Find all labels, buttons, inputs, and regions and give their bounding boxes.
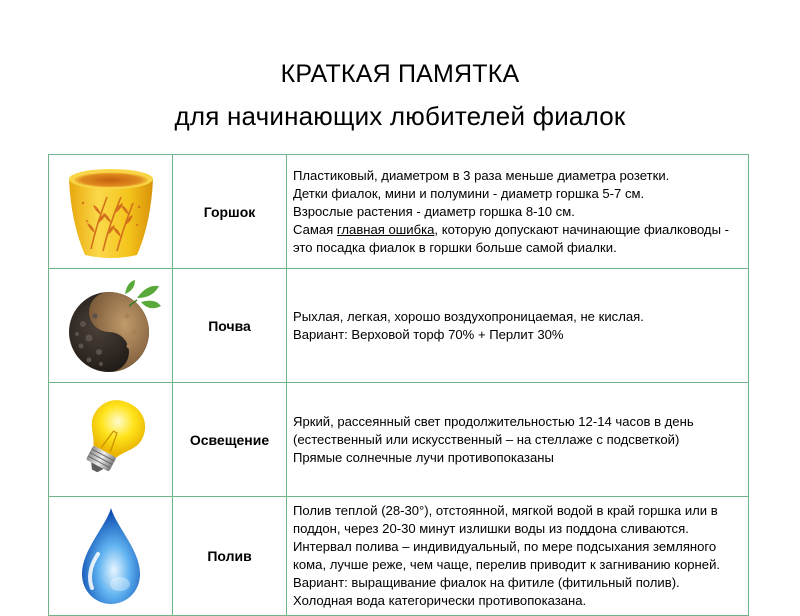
desc-line: Прямые солнечные лучи противопоказаны — [293, 449, 554, 465]
label-soil: Почва — [173, 269, 287, 383]
desc-line: Полив теплой (28-30°), отстоянной, мягкой водой в край горшка или в — [293, 503, 718, 518]
soil-image-cell — [49, 269, 173, 383]
desc-line: кома, лучше реже, чем чаще, перелив приводит к загниванию корней. — [293, 557, 721, 572]
flower-pot-icon — [63, 163, 159, 261]
page-subtitle: для начинающих любителей фиалок — [174, 101, 626, 131]
desc-line-mistake — [293, 221, 740, 239]
light-bulb-icon — [76, 395, 146, 485]
desc-line: Рыхлая, легкая, хорошо воздухопроницаемая, не кислая. — [293, 308, 644, 324]
desc-line: Яркий, рассеянный свет продолжительностью 12-14 часов в день — [293, 413, 694, 429]
table-row-watering — [49, 497, 749, 616]
main-mistake-text: главная ошибка — [336, 221, 435, 237]
desc-line: Вариант: Верховой торф 70% + Перлит 30% — [293, 326, 564, 342]
soil-ball-icon — [59, 276, 163, 376]
page-title: КРАТКАЯ ПАМЯТКА — [280, 60, 520, 88]
label-pot: Горшок — [173, 155, 287, 269]
desc-watering — [287, 497, 749, 616]
mistake-suffix: , которую допускают начинающие фиалководы - — [434, 221, 729, 237]
pot-image-cell — [49, 155, 173, 269]
label-lighting: Освещение — [173, 383, 287, 497]
table-row-pot — [49, 155, 749, 269]
desc-line: поддон, через 20-30 минут излишки воды из поддона сливаются. — [293, 521, 689, 536]
watering-image-cell — [49, 497, 173, 616]
water-drop-icon — [76, 504, 146, 608]
lighting-image-cell — [49, 383, 173, 497]
desc-pot — [287, 155, 749, 269]
care-table — [48, 154, 749, 616]
desc-line: Детки фиалок, мини и полумини - диаметр горшка 5-7 см. — [293, 185, 645, 201]
mistake-prefix: Самая — [293, 221, 337, 237]
desc-line: Интервал полива – индивидуальный, по мере подсыхания земляного — [293, 539, 717, 554]
table-row-lighting — [49, 383, 749, 497]
desc-soil — [287, 269, 749, 383]
table-row-soil — [49, 269, 749, 383]
label-watering: Полив — [173, 497, 287, 616]
desc-line: Взрослые растения - диаметр горшка 8-10 см. — [293, 203, 575, 219]
desc-line: (естественный или искусственный – на стеллаже с подсветкой) — [293, 431, 680, 447]
desc-line: это посадка фиалок в горшки больше самой фиалки. — [293, 239, 617, 255]
desc-lighting — [287, 383, 749, 497]
desc-line: Пластиковый, диаметром в 3 раза меньше диаметра розетки. — [293, 167, 670, 183]
desc-line: Холодная вода категорически противопоказана. — [293, 593, 587, 608]
desc-line: Вариант: выращивание фиалок на фитиле (фитильный полив). — [293, 575, 680, 590]
